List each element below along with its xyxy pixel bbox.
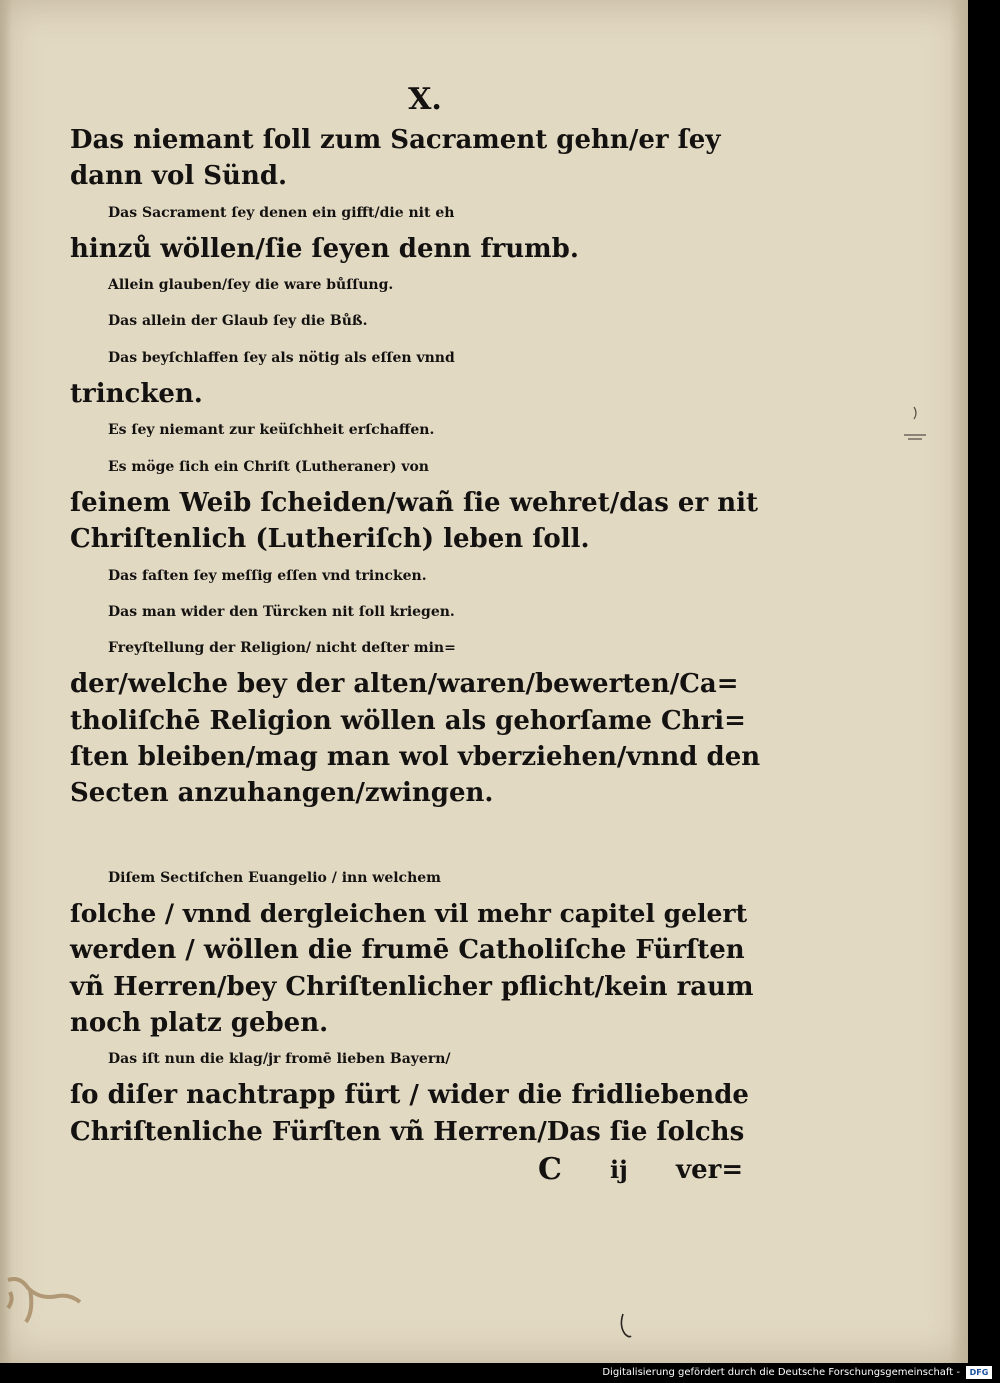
text-line: Es möge ſich ein Chriſt (Lutheraner) von [108,458,429,475]
paragraph-list [70,122,760,812]
text-line: werden / wöllen die frumē Catholiſche Fürſten [70,935,745,966]
paragraph-closing [70,860,760,1150]
text-line: Das allein der Glaub ſey die Bůß. [108,313,368,330]
text-line: ſo diſer nachtrapp fürt / wider die fridliebende [70,1080,749,1111]
margin-pencil-mark [900,405,930,445]
text-line: Diſem Sectiſchen Euangelio / inn welchem [108,869,441,886]
text-line: trincken. [70,379,203,410]
text-line: Secten anzuhangen/zwingen. [70,778,494,809]
text-line: dann vol Sünd. [70,161,288,192]
text-line: Das faſten ſey meſſig eſſen vnd trincken. [108,567,427,584]
text-line: ſten bleiben/mag man wol vberziehen/vnnd den [70,742,761,773]
signature-line [70,1150,760,1190]
dfg-logo: DFG [966,1366,992,1379]
folio-number: X. [408,82,442,117]
page-edge-right [950,0,968,1363]
signature-mark: C [538,1152,562,1188]
signature-number: ij [610,1155,628,1185]
text-line: Das iſt nun die klag/jr fromē lieben Bayern/ [108,1051,451,1068]
footer-bar [0,1363,1000,1383]
text-line: ſeinem Weib ſcheiden/wañ ſie wehret/das er nit [70,487,759,518]
ink-stain-mark [0,1270,90,1330]
text-line: noch platz geben. [70,1007,329,1038]
text-line: ſolche / vnnd dergleichen vil mehr capitel gelert [70,898,748,928]
text-line: Es ſey niemant zur keüſchheit erſchaffen. [108,422,435,439]
small-ink-tick [615,1312,635,1342]
text-line: Allein glauben/ſey die ware bůſſung. [108,277,394,294]
text-line: Freyſtellung der Religion/ nicht deſter min= [108,640,456,657]
text-line: Das Sacrament ſey denen ein gifft/die nit eh [108,204,455,221]
text-line: vñ Herren/bey Chriſtenlicher pflicht/kein raum [70,971,754,1002]
text-line: Das man wider den Türcken nit ſoll kriegen. [108,603,455,620]
text-line: Chriſtenlich (Lutheriſch) leben ſoll. [70,524,590,555]
text-line: Das niemant ſoll zum Sacrament gehn/er ſey [70,125,721,155]
text-line: tholiſchē Religion wöllen als gehorſame Chri= [70,705,746,736]
catchword: ver= [676,1155,744,1186]
text-line: der/welche bey der alten/waren/bewerten/Ca= [70,669,739,700]
paragraph-gap [70,812,760,860]
footer-credit: Digitalisierung gefördert durch die Deutsche Forschungsgemeinschaft - [602,1367,960,1378]
text-line: Das beyſchlaffen ſey als nötig als eſſen vnnd [108,349,455,366]
text-line: Chriſtenliche Fürſten vñ Herren/Das ſie ſolchs [70,1116,745,1147]
text-block [70,78,760,1190]
text-line: hinzů wöllen/ſie ſeyen denn frumb. [70,233,579,264]
page-edge-left [0,0,12,1363]
